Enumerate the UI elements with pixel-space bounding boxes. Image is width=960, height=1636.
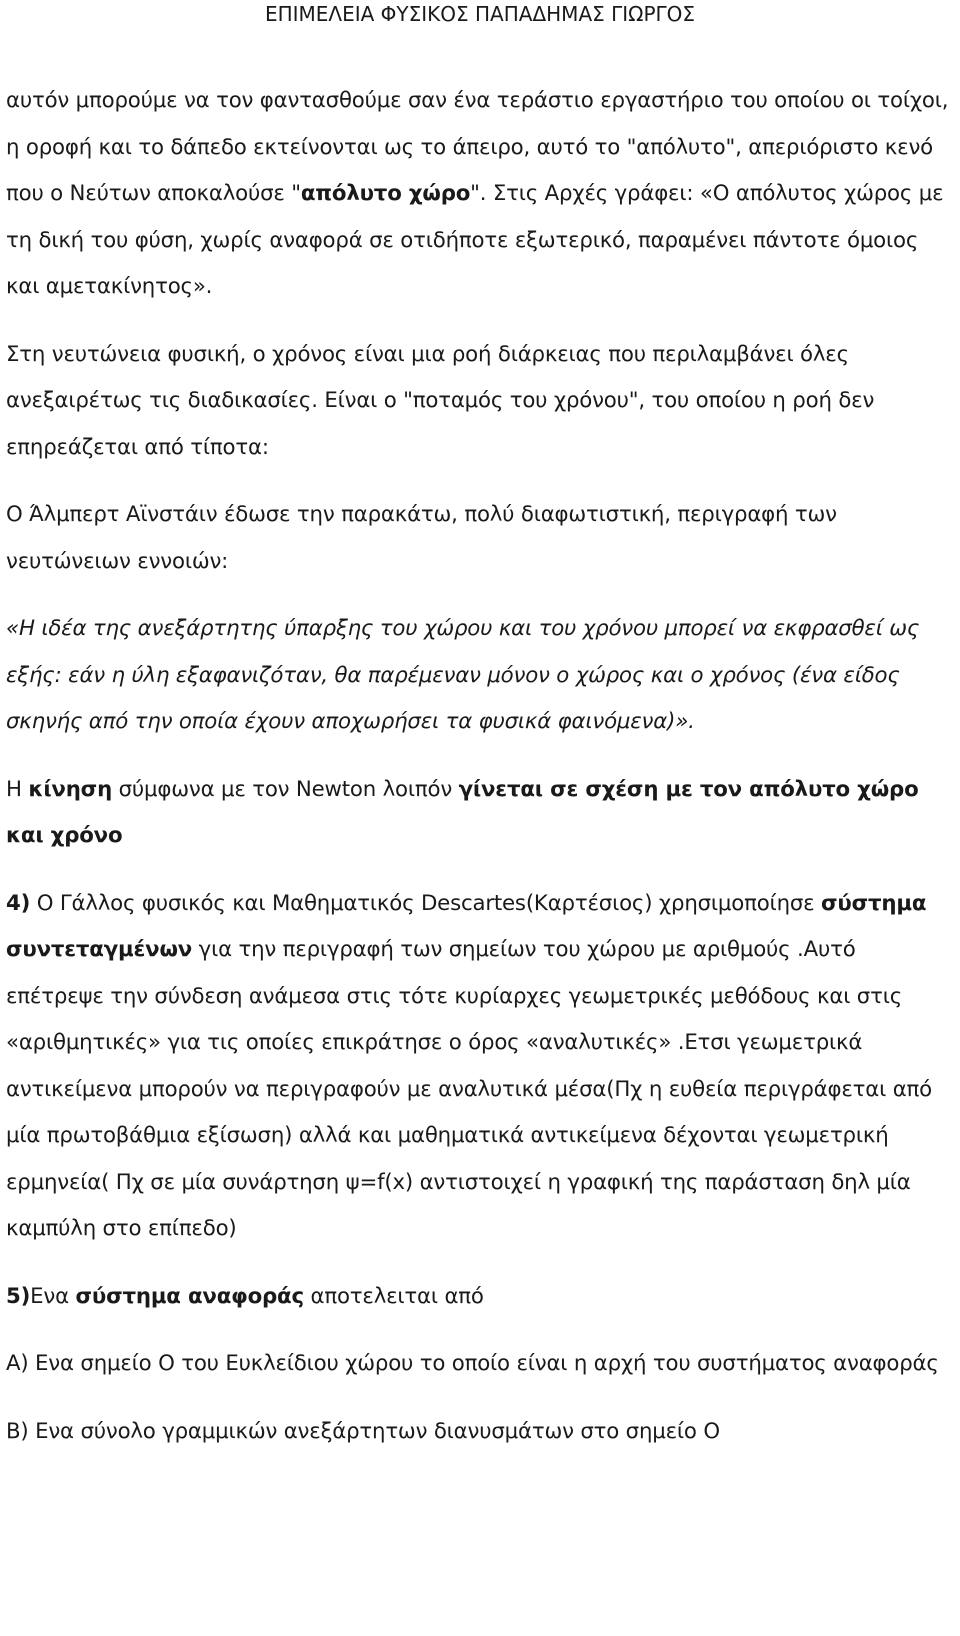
paragraph-reference-system [6,1274,956,1321]
text: ". Στις Αρχές γράφει: «Ο απόλυτος χώρος με τη δική του φύση, χωρίς αναφορά σε οτιδήποτε εξωτερικό, παραμένει πάντοτε όμοιος και αμετακίνητος». [6,181,944,299]
bold-term: σύστημα αναφοράς [75,1283,304,1309]
paragraph-absolute-space [6,78,956,311]
section-number: 4) [6,890,31,916]
spacer [6,471,956,492]
spacer [6,1320,956,1341]
document-body [6,78,956,1455]
einstein-quote: «Η ιδέα της ανεξάρτητης ύπαρξης του χώρου και του χρόνου μπορεί να εκφρασθεί ως εξής: εάν η ύλη εξαφανιζόταν, θα παρέμεναν μόνον ο χώρος και ο χρόνος (ένα είδος σκηνής από την οποία έχουν αποχωρήσει τα φυσικά φαινόμενα)». [6,616,920,734]
text: Ο Γάλλος φυσικός και Μαθηματικός Descartes(Καρτέσιος) χρησιμοποίησε [30,890,822,916]
paragraph-motion [6,767,956,860]
list-item-b: Β) Ενα σύνολο γραμμικών ανεξάρτητων διανυσμάτων στο σημείο Ο [6,1418,720,1444]
bold-term: απόλυτο χώρο [300,181,471,206]
text: αποτελειται από [303,1283,484,1309]
bold-term: κίνηση [28,776,113,802]
text: για την περιγραφή των σημείων του χώρου με αριθμούς .Αυτό επέτρεψε την σύνδεση ανάμεσα στις τότε κυρίαρχες γεωμετρικές μεθόδους και στις «αριθμητικές» για τις οποίες επικράτησε ο όρος «αναλυτικές» .Ετσι γεωμετρικά αντικείμενα μπορούν να περιγραφούν με αναλυτικά μέσα(Πχ η ευθεία περιγράφεται από μία πρωτοβάθμια εξίσωση) αλλά και μαθηματικά αντικείμενα δέχονται γεωμετρική ερμηνεία( Πχ σε μία συνάρτηση ψ=f(x) αντιστοιχεί η γραφική της παράσταση δηλ μία καμπύλη στο επίπεδο) [6,937,933,1241]
text: Ενα [30,1283,76,1309]
bold-term: σύστημα συντεταγμένων [6,890,927,962]
paragraph-descartes [6,881,956,1253]
list-item-a: Α) Ενα σημείο Ο του Ευκλείδιου χώρου το οποίο είναι η αρχή του συστήματος αναφοράς [6,1351,939,1376]
spacer [6,860,956,881]
bold-term: γίνεται σε σχέση με τον απόλυτο χώρο και χρόνο [6,776,919,848]
text: σύμφωνα με τον Newton λοιπόν [112,776,459,802]
section-number: 5) [6,1283,31,1309]
spacer [6,1388,956,1409]
spacer [6,311,956,332]
page-header: ΕΠΙΜΕΛΕΙΑ ΦΥΣΙΚΟΣ ΠΑΠΑΔΗΜΑΣ ΓΙΩΡΓΟΣ [264,2,696,26]
spacer [6,746,956,767]
spacer [6,585,956,606]
text: Η [6,776,29,802]
spacer [6,1253,956,1274]
text: αυτόν μπορούμε να τον φαντασθούμε σαν ένα τεράστιο εργαστήριο του οποίου οι τοίχοι, η οροφή και το δάπεδο εκτείνονται ως το άπειρο, αυτό το "απόλυτο", απεριόριστο κενό που ο Νεύτων αποκαλούσε " [6,88,949,206]
paragraph-einstein-intro: Ο Άλμπερτ Αϊνστάιν έδωσε την παρακάτω, πολύ διαφωτιστική, περιγραφή των νευτώνειων εννοιών: [6,502,837,574]
paragraph-newtonian-time: Στη νευτώνεια φυσική, ο χρόνος είναι μια ροή διάρκειας που περιλαμβάνει όλες ανεξαιρέτως τις διαδικασίες. Είναι ο "ποταμός του χρόνου", του οποίου η ροή δεν επηρεάζεται από τίποτα: [6,341,875,460]
